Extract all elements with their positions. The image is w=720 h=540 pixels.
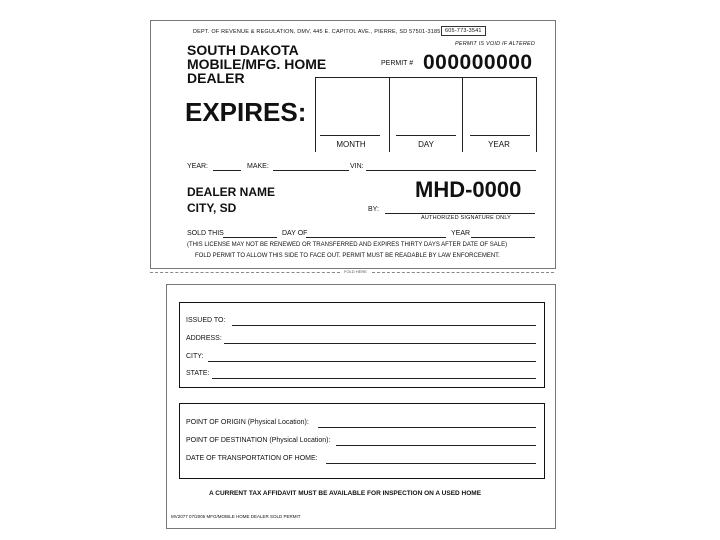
day-label: DAY [418, 140, 434, 149]
dealer-code: MHD-0000 [415, 177, 522, 202]
fold-label: FOLD HERE [344, 269, 367, 274]
year-label: YEAR [488, 140, 510, 149]
department-phone: 605-773-3541 [441, 26, 486, 36]
permit-number-label: PERMIT # [381, 60, 414, 67]
signature-line[interactable] [385, 213, 535, 214]
address-line[interactable] [224, 343, 536, 344]
year-field-line[interactable] [213, 170, 241, 171]
point-of-origin-line[interactable] [318, 427, 536, 428]
title-line-2: MOBILE/MFG. HOME [187, 56, 327, 72]
issued-to-box [179, 302, 545, 388]
signature-note: AUTHORIZED SIGNATURE ONLY [421, 215, 512, 221]
issued-to-line[interactable] [232, 325, 536, 326]
state-label: STATE: [186, 370, 210, 377]
city-label: CITY: [186, 353, 204, 360]
make-field-line[interactable] [273, 170, 349, 171]
day-of-line[interactable] [306, 237, 446, 238]
state-line[interactable] [212, 378, 536, 379]
sold-this-line[interactable] [223, 237, 277, 238]
form-id: MV2077 07/2005 MFG/MOBILE HOME DEALER SOLD PERMIT [171, 514, 301, 519]
month-line [320, 135, 380, 136]
year-field-label: YEAR: [187, 163, 209, 170]
point-of-destination-line[interactable] [336, 445, 536, 446]
dealer-city: CITY, SD [187, 201, 237, 215]
permit-front-panel [150, 20, 556, 269]
fold-line-right [372, 272, 554, 273]
sold-year-label: YEAR [451, 230, 471, 237]
vin-field-label: VIN: [350, 163, 364, 170]
expires-label: EXPIRES: [185, 97, 307, 127]
point-of-origin-label: POINT OF ORIGIN (Physical Location): [186, 419, 309, 426]
sold-this-label: SOLD THIS [187, 230, 224, 237]
dealer-name: DEALER NAME [187, 185, 276, 199]
sold-year-line[interactable] [471, 237, 535, 238]
transport-box [179, 403, 545, 479]
title-line-3: DEALER [187, 70, 245, 86]
city-line[interactable] [208, 361, 536, 362]
permit-number: 000000000 [423, 51, 533, 74]
transport-date-label: DATE OF TRANSPORTATION OF HOME: [186, 455, 318, 462]
issued-to-label: ISSUED TO: [186, 317, 226, 324]
point-of-destination-label: POINT OF DESTINATION (Physical Location): [186, 437, 331, 444]
expiration-divider-1 [389, 78, 390, 152]
month-label: MONTH [336, 140, 366, 149]
tax-affidavit-notice: A CURRENT TAX AFFIDAVIT MUST BE AVAILABLE FOR INSPECTION ON A USED HOME [209, 490, 482, 497]
permit-void-note: PERMIT IS VOID IF ALTERED [455, 41, 536, 47]
expiration-grid [315, 77, 537, 152]
expiration-divider-2 [462, 78, 463, 152]
vin-field-line[interactable] [366, 170, 536, 171]
address-label: ADDRESS: [186, 335, 222, 342]
fold-line-left [150, 272, 340, 273]
make-field-label: MAKE: [247, 163, 269, 170]
title-line-1: SOUTH DAKOTA [187, 42, 299, 58]
non-transferable-notice: (THIS LICENSE MAY NOT BE RENEWED OR TRANSFERRED AND EXPIRES THIRTY DAYS AFTER DATE OF SALE) [187, 242, 508, 248]
day-line [396, 135, 456, 136]
department-address: DEPT. OF REVENUE & REGULATION, DMV, 445 E. CAPITOL AVE., PIERRE, SD 57501-3185 [193, 29, 441, 35]
fold-instruction-notice: FOLD PERMIT TO ALLOW THIS SIDE TO FACE OUT. PERMIT MUST BE READABLE BY LAW ENFORCEMENT. [195, 253, 500, 259]
transport-date-line[interactable] [326, 463, 536, 464]
year-line [470, 135, 530, 136]
permit-back-panel [166, 284, 556, 529]
signature-by-label: BY: [368, 206, 379, 213]
day-of-label: DAY OF [282, 230, 308, 237]
